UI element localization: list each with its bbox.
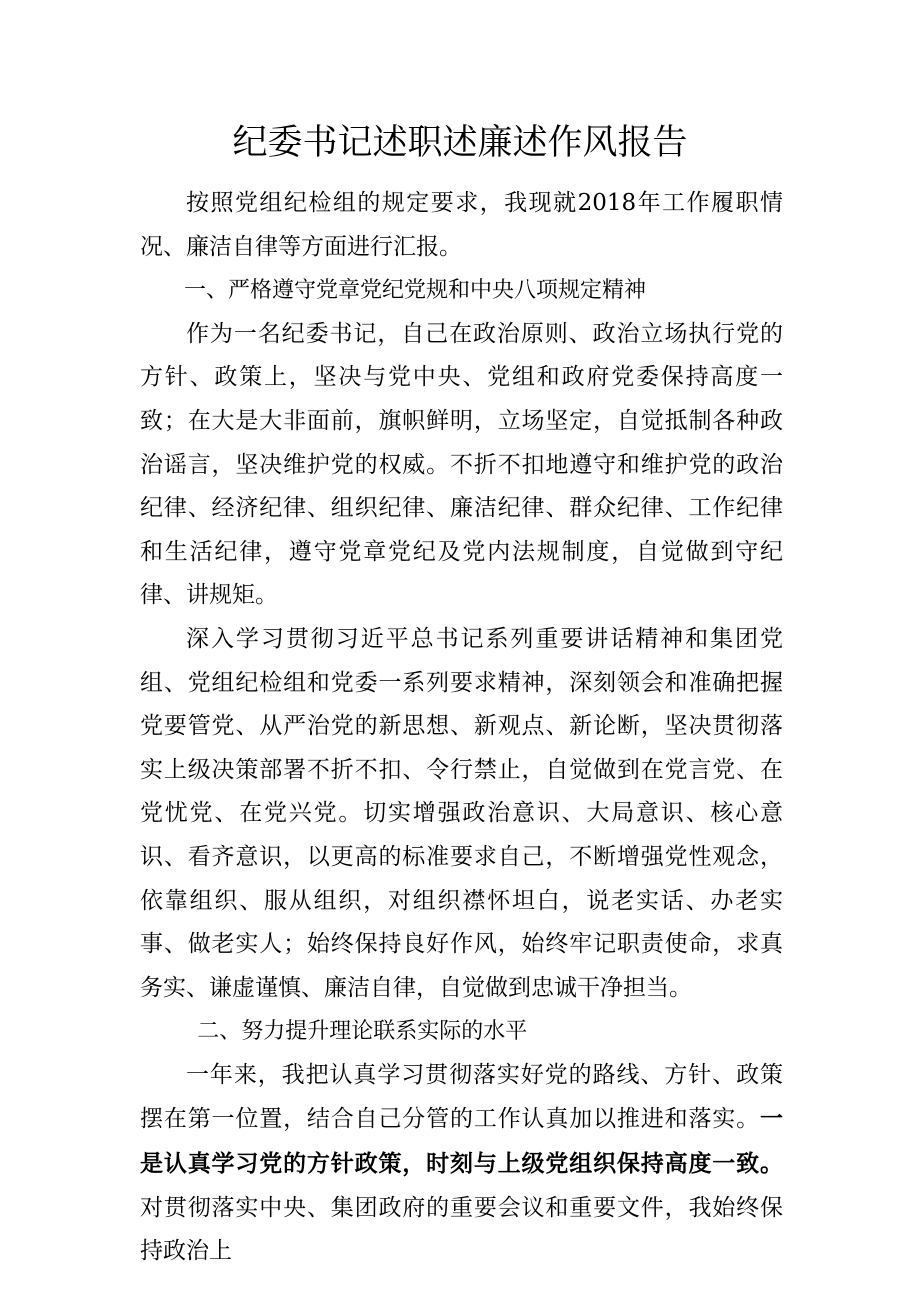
section2-paragraph-1-bold: 一是认真学习党的方针政策，时刻与上级党组织保持高度一致。 (140, 1105, 783, 1178)
section2-paragraph-1 (140, 1054, 783, 1274)
section1-paragraph-2: 深入学习贯彻习近平总书记系列重要讲话精神和集团党组、党组纪检组和党委一系列要求精神，深刻领会和准确把握党要管党、从严治党的新思想、新观点、新论断，坚决贯彻落实上级决策部署不折不扣、令行禁止，自觉做到在党言党、在党忧党、在党兴党。切实增强政治意识、大局意识、核心意识、看齐意识，以更高的标准要求自己，不断增强党性观念，依靠组织、服从组织，对组织襟怀坦白，说老实话、办老实事、做老实人；始终保持良好作风，始终牢记职责使命，求真务实、谦虚谨慎、廉洁自律，自觉做到忠诚干净担当。 (140, 625, 783, 1001)
section-heading-1: 一、严格遵守党章党纪党规和中央八项规定精神 (184, 278, 647, 304)
section2-paragraph-1-end: 对贯彻落实中央、集团政府的重要会议和重要文件，我始终保持政治上 (140, 1194, 783, 1265)
section2-paragraph-1-start: 一年来，我把认真学习贯彻落实好党的路线、方针、政策摆在第一位置，结合自己分管的工作认真加以推进和落实。 (140, 1061, 783, 1133)
document-title: 纪委书记述职述廉述作风报告 (232, 123, 688, 163)
section-heading-2: 二、努力提升理论联系实际的水平 (197, 1019, 528, 1045)
intro-paragraph: 按照党组纪检组的规定要求，我现就2018年工作履职情况、廉洁自律等方面进行汇报。 (140, 190, 783, 260)
document-body (140, 182, 783, 1274)
section1-paragraph-1: 作为一名纪委书记，自己在政治原则、政治立场执行党的方针、政策上，坚决与党中央、党组和政府党委保持高度一致；在大是大非面前，旗帜鲜明，立场坚定，自觉抵制各种政治谣言，坚决维护党的权威。不折不扣地遵守和维护党的政治纪律、经济纪律、组织纪律、廉洁纪律、群众纪律、工作纪律和生活纪律，遵守党章党纪及党内法规制度，自觉做到守纪律、讲规矩。 (140, 320, 783, 609)
